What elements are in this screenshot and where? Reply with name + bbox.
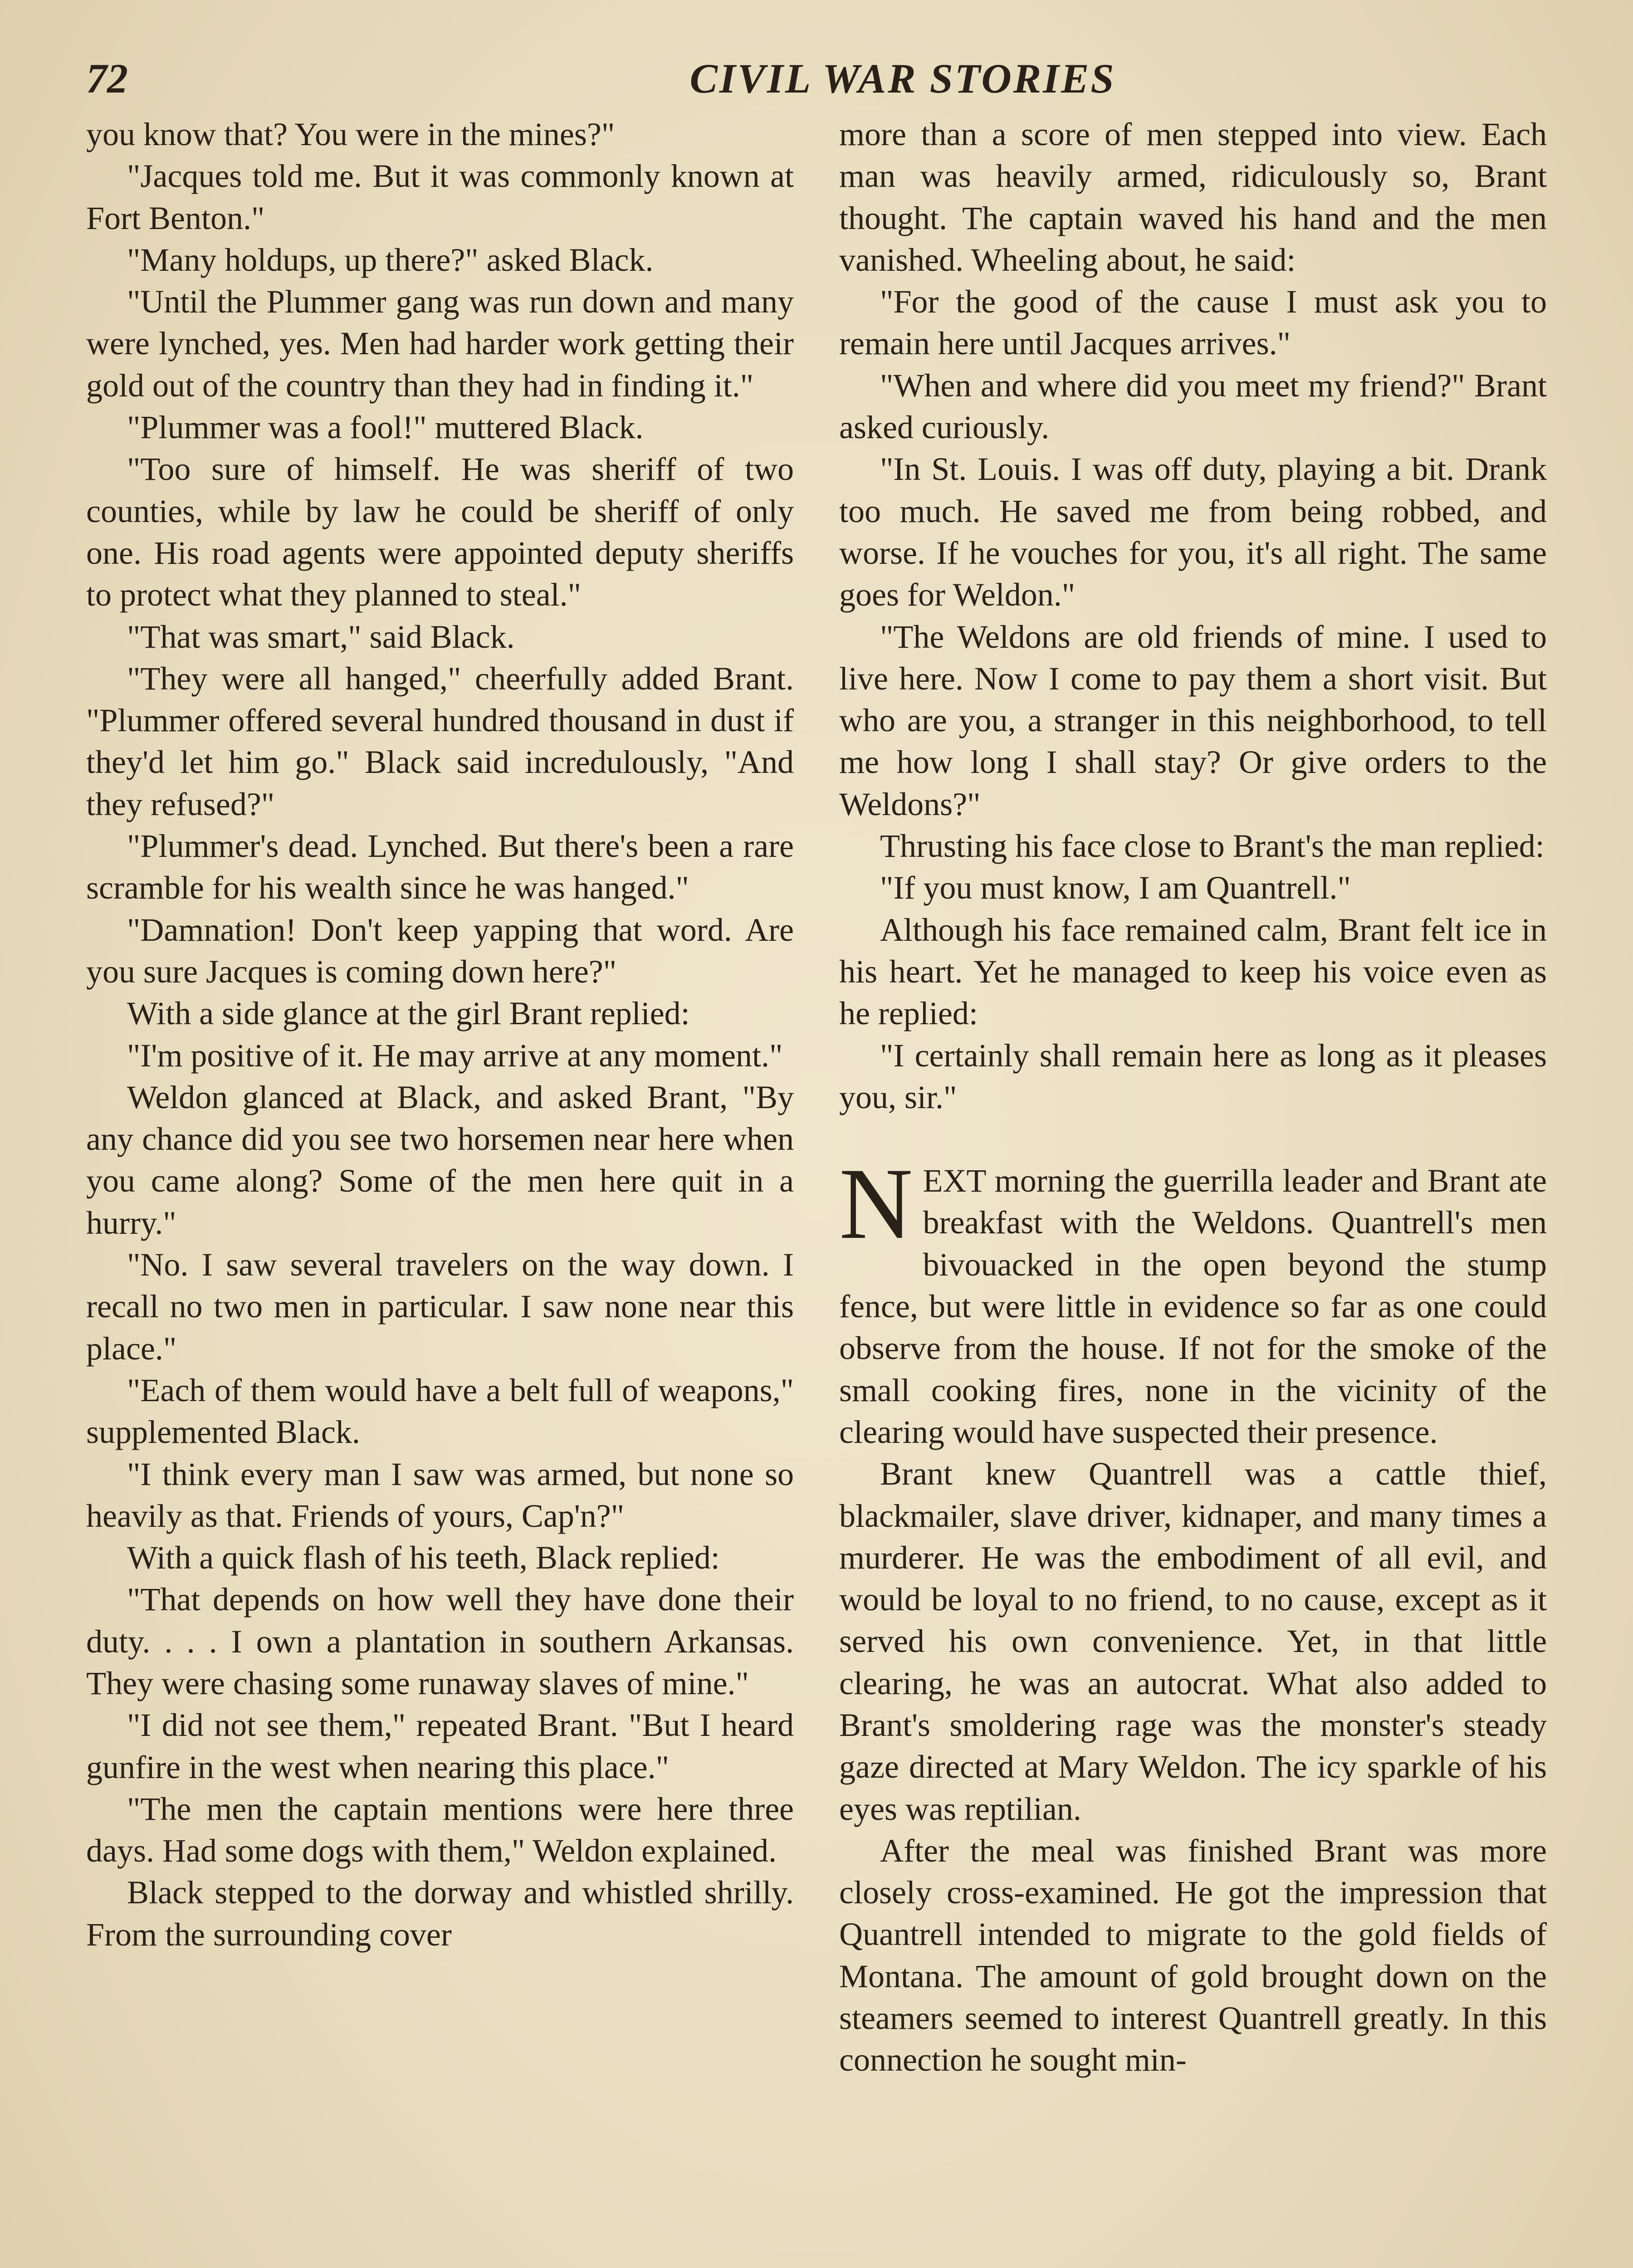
left-column [86,113,794,1955]
paragraph: Weldon glanced at Black, and asked Brant, "By any chance did you see two horsemen near here when you came along? Some of the men here quit in a hurry." [86,1079,794,1241]
paragraph: Thrusting his face close to Brant's the man replied: [880,828,1545,865]
paragraph: Brant knew Quantrell was a cattle thief, blackmailer, slave driver, kidnaper, and many times a murderer. He was the embodiment of all evil, and would be loyal to no friend, to no cause, except as it served his own convenience. Yet, in that little clearing, he was an autocrat. What also added to Brant's smoldering rage was the monster's steady gaze directed at Mary Weldon. The icy sparkle of his eyes was reptilian. [839,1456,1547,1827]
drop-cap: N [839,1147,913,1261]
paragraph: "I did not see them," repeated Brant. "But I heard gunfire in the west when nearing this place." [86,1707,794,1785]
paragraph: "Damnation! Don't keep yapping that word. Are you sure Jacques is coming down here?" [86,911,794,990]
paragraph: "I certainly shall remain here as long as it pleases you, sir." [839,1037,1547,1115]
paragraph: Although his face remained calm, Brant felt ice in his heart. Yet he managed to keep his voice even as he replied: [839,911,1547,1032]
page-header [86,49,1538,108]
paragraph: "For the good of the cause I must ask you to remain here until Jacques arrives." [839,284,1547,362]
page-number: 72 [86,55,128,102]
paragraph: "That depends on how well they have done their duty. . . . I own a plantation in southern Arkansas. They were chasing some runaway slaves of mine." [86,1581,794,1701]
paragraph: "Jacques told me. But it was commonly known at Fort Benton." [86,158,794,236]
paragraph: more than a score of men stepped into view. Each man was heavily armed, ridiculously so, Brant thought. The captain waved his hand and the men vanished. Wheeling about, he said: [839,116,1547,278]
paragraph: "I think every man I saw was armed, but none so heavily as that. Friends of yours, Cap'n?" [86,1456,794,1534]
paragraph: "Too sure of himself. He was sheriff of two counties, while by law he could be sheriff of only one. His road agents were appointed deputy sheriffs to protect what they planned to steal." [86,451,794,613]
paragraph: "That was smart," said Black. [127,618,515,655]
paragraph: "The men the captain mentions were here three days. Had some dogs with them," Weldon explained. [86,1790,794,1869]
paragraph: you know that? You were in the mines?" [86,116,615,152]
paragraph: "In St. Louis. I was off duty, playing a bit. Drank too much. He saved me from being robbed, and worse. If he vouches for you, it's all right. The same goes for Weldon." [839,451,1547,613]
paragraph: After the meal was finished Brant was more closely cross-examined. He got the impression that Quantrell intended to migrate to the gold fields of Montana. The amount of gold brought down on the steamers seemed to interest Quantrell greatly. In this connection he sought min- [839,1832,1547,2078]
dropcap-paragraph-text: EXT morning the guerrilla leader and Brant ate breakfast with the Weldons. Quantrell's men bivouacked in the open beyond the stump fence, but were little in evidence so far as one could observe from the house. If not for the smoke of the small cooking fires, none in the vicinity of the clearing would have suspected their presence. [839,1163,1547,1450]
paragraph: "They were all hanged," cheerfully added Brant. "Plummer offered several hundred thousand in dust if they'd let him go." Black said incredulously, "And they refused?" [86,660,794,822]
paragraph: "Plummer's dead. Lynched. But there's been a rare scramble for his wealth since he was hanged." [86,828,794,906]
paragraph: "The Weldons are old friends of mine. I used to live here. Now I come to pay them a short visit. But who are you, a stranger in this neighborhood, to tell me how long I shall stay? Or give orders to the Weldons?" [839,618,1547,822]
running-title: CIVIL WAR STORIES [689,55,1116,102]
paragraph: "Each of them would have a belt full of weapons," supplemented Black. [86,1372,794,1451]
paragraph: With a side glance at the girl Brant replied: [127,995,690,1032]
paragraph: "Plummer was a fool!" muttered Black. [127,409,644,446]
paragraph: "I'm positive of it. He may arrive at any moment." [127,1037,783,1074]
dropcap-paragraph [839,1147,1547,1453]
paragraph: "Many holdups, up there?" asked Black. [127,241,654,278]
paragraph: With a quick flash of his teeth, Black replied: [127,1540,720,1576]
right-column [839,113,1547,2081]
paragraph: "If you must know, I am Quantrell." [880,870,1351,906]
paragraph: Black stepped to the dorway and whistled shrilly. From the surrounding cover [86,1874,794,1953]
paragraph: "No. I saw several travelers on the way down. I recall no two men in particular. I saw none near this place." [86,1246,794,1367]
section-break [839,1118,1547,1160]
paragraph: "Until the Plummer gang was run down and many were lynched, yes. Men had harder work getting their gold out of the country than they had in finding it." [86,284,794,404]
paragraph: "When and where did you meet my friend?" Brant asked curiously. [839,367,1547,446]
